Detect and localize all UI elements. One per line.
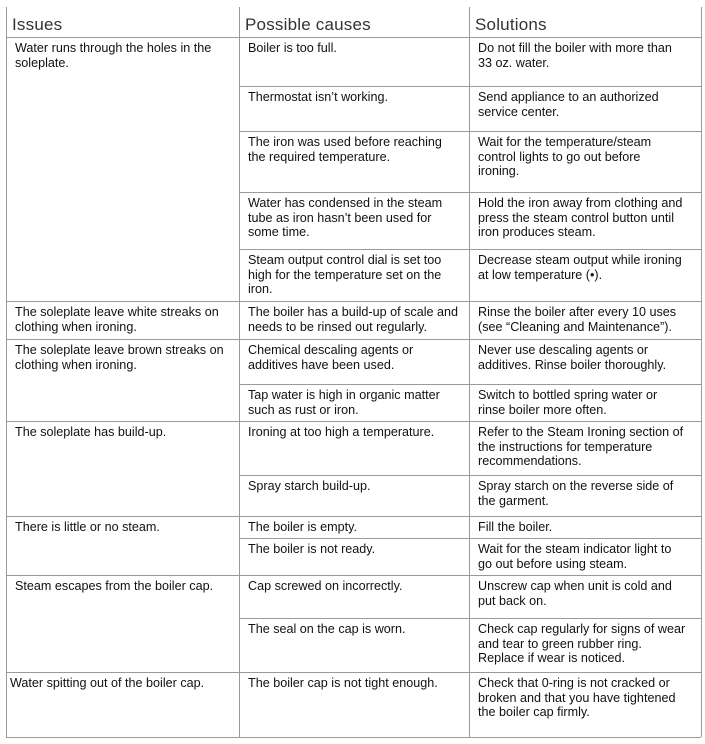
solution-cell: Wait for the steam indicator light to go out before using steam.	[478, 542, 672, 571]
cause-cell: The seal on the cap is worn.	[248, 622, 406, 636]
issue-cell: The soleplate has build-up.	[15, 425, 167, 439]
issue-cell: The soleplate leave brown streaks on clothing when ironing.	[15, 343, 224, 372]
row-divider	[6, 672, 701, 673]
solution-cell: Never use descaling agents or additives. Rinse boiler thoroughly.	[478, 343, 667, 372]
row-divider	[6, 516, 701, 517]
row-divider	[6, 737, 701, 738]
solution-cell: Send appliance to an authorized service center.	[478, 90, 659, 119]
cause-cell: Spray starch build-up.	[248, 479, 371, 493]
solution-cell: Hold the iron away from clothing and press the steam control button until iron produces steam.	[478, 196, 683, 240]
solution-cell: Rinse the boiler after every 10 uses (see “Cleaning and Maintenance”).	[478, 305, 677, 334]
row-divider	[6, 301, 701, 302]
solution-cell: Check that 0-ring is not cracked or broken and that you have tightened the boiler cap firmly.	[478, 676, 676, 720]
solution-cell: Fill the boiler.	[478, 520, 553, 534]
cause-cell: Cap screwed on incorrectly.	[248, 579, 403, 593]
solution-cell: Spray starch on the reverse side of the garment.	[478, 479, 674, 508]
solution-cell: Check cap regularly for signs of wear and tear to green rubber ring. Replace if wear is noticed.	[478, 622, 686, 666]
solution-cell: Decrease steam output while ironing at low temperature (•).	[478, 253, 682, 282]
row-divider	[6, 37, 701, 38]
issue-cell: Steam escapes from the boiler cap.	[15, 579, 214, 593]
issue-cell: Water spitting out of the boiler cap.	[10, 676, 205, 690]
row-divider	[239, 249, 701, 250]
header-issues: Issues	[12, 15, 63, 34]
row-divider	[239, 192, 701, 193]
solution-cell: Unscrew cap when unit is cold and put back on.	[478, 579, 672, 608]
cause-cell: Water has condensed in the steam tube as iron hasn’t been used for some time.	[248, 196, 443, 240]
cause-cell: Boiler is too full.	[248, 41, 337, 55]
issue-cell: The soleplate leave white streaks on clothing when ironing.	[15, 305, 219, 334]
solution-cell: Switch to bottled spring water or rinse boiler more often.	[478, 388, 658, 417]
cause-cell: The iron was used before reaching the required temperature.	[248, 135, 442, 164]
row-divider	[239, 538, 701, 539]
solution-cell: Refer to the Steam Ironing section of the instructions for temperature recommendations.	[478, 425, 684, 469]
cause-cell: Thermostat isn’t working.	[248, 90, 388, 104]
row-divider	[6, 339, 701, 340]
solution-cell: Wait for the temperature/steam control lights to go out before ironing.	[478, 135, 652, 179]
row-divider	[239, 86, 701, 87]
row-divider	[6, 575, 701, 576]
column-divider	[6, 7, 7, 737]
row-divider	[239, 475, 701, 476]
cause-cell: Ironing at too high a temperature.	[248, 425, 435, 439]
issue-cell: There is little or no steam.	[15, 520, 160, 534]
column-divider	[239, 7, 240, 737]
row-divider	[239, 618, 701, 619]
cause-cell: The boiler is empty.	[248, 520, 357, 534]
cause-cell: Tap water is high in organic matter such as rust or iron.	[248, 388, 440, 417]
header-possible-causes: Possible causes	[245, 15, 371, 34]
header-solutions: Solutions	[475, 15, 547, 34]
cause-cell: Steam output control dial is set too high for the temperature set on the iron.	[248, 253, 442, 297]
cause-cell: The boiler has a build-up of scale and needs to be rinsed out regularly.	[248, 305, 459, 334]
issue-cell: Water runs through the holes in the soleplate.	[15, 41, 212, 70]
row-divider	[239, 384, 701, 385]
solution-cell: Do not fill the boiler with more than 33 oz. water.	[478, 41, 672, 70]
cause-cell: The boiler cap is not tight enough.	[248, 676, 438, 690]
row-divider	[239, 131, 701, 132]
row-divider	[6, 421, 701, 422]
cause-cell: The boiler is not ready.	[248, 542, 376, 556]
cause-cell: Chemical descaling agents or additives have been used.	[248, 343, 414, 372]
